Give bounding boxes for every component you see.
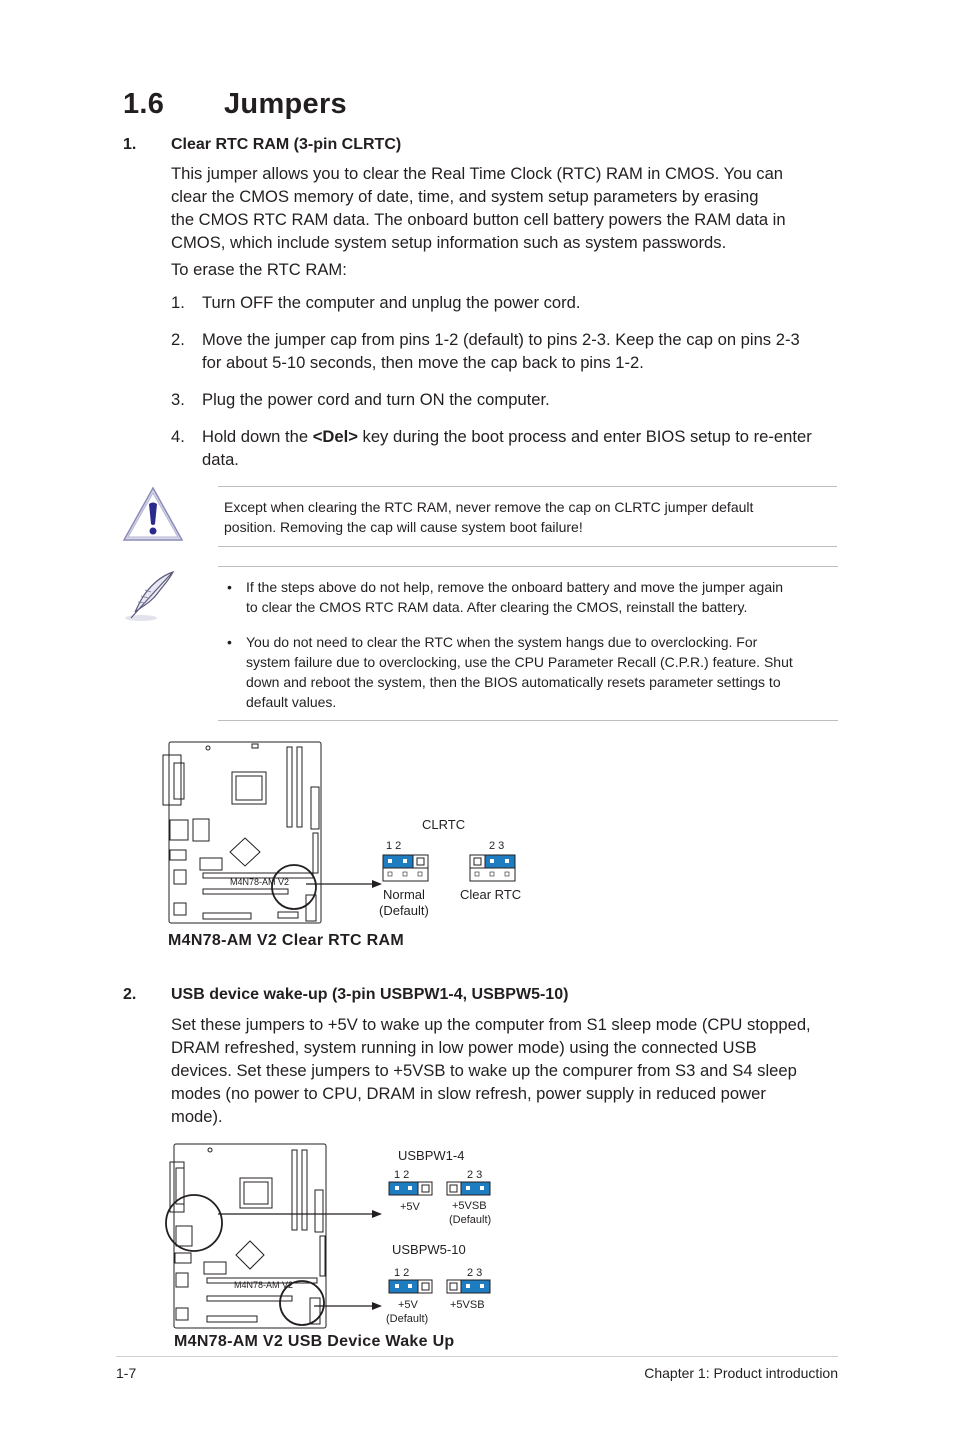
- jumper-usbpw5-10-5vsb: [447, 1280, 490, 1293]
- note-line: If the steps above do not help, remove the onboard battery and move the jumper again: [246, 579, 784, 595]
- step-text: [202, 425, 812, 448]
- jumper-normal: [383, 855, 428, 881]
- pin-numbers-5v: 1 2: [394, 1267, 410, 1279]
- step-text-pre: Hold down the: [202, 427, 313, 446]
- warning-line: position. Removing the cap will cause system boot failure!: [224, 519, 583, 535]
- step-number: 4.: [171, 427, 185, 446]
- note-quill-icon: [121, 568, 181, 624]
- label-default: (Default): [379, 903, 429, 918]
- paragraph-line: This jumper allows you to clear the Real Time Clock (RTC) RAM in CMOS. You can: [171, 164, 784, 183]
- step-number: 3.: [171, 390, 185, 409]
- pin-numbers-5vsb: 2 3: [467, 1267, 483, 1279]
- del-key: <Del>: [312, 427, 358, 446]
- note-rule-bottom: [218, 720, 838, 721]
- step-text: for about 5-10 seconds, then move the cap back to pins 1-2.: [202, 353, 644, 372]
- warning-line: Except when clearing the RTC RAM, never remove the cap on CLRTC jumper default: [224, 499, 754, 515]
- paragraph-line: devices. Set these jumpers to +5VSB to wake up the compurer from S3 and S4 sleep: [171, 1061, 797, 1080]
- jumper-title-usbpw5-10: USBPW5-10: [392, 1242, 466, 1257]
- jumper-clear-rtc: [470, 855, 515, 881]
- pin-numbers-normal: 1 2: [386, 840, 402, 852]
- note-line: default values.: [246, 694, 337, 710]
- label-5vsb: +5VSB: [450, 1299, 485, 1311]
- item2-heading: USB device wake-up (3-pin USBPW1-4, USBPW5-10): [171, 986, 569, 1003]
- note-line: You do not need to clear the RTC when the system hangs due to overclocking. For: [246, 634, 758, 650]
- pin-numbers-5v: 1 2: [394, 1169, 410, 1181]
- jumper-usbpw1-4-5v: [389, 1182, 432, 1195]
- figure1-caption: M4N78-AM V2 Clear RTC RAM: [168, 932, 404, 949]
- note-item-1: [246, 577, 783, 617]
- step-text-post: key during the boot process and enter BIOS setup to re-enter: [357, 427, 812, 446]
- paragraph-line: DRAM refreshed, system running in low power mode) using the connected USB: [171, 1038, 757, 1057]
- paragraph-line: modes (no power to CPU, DRAM in slow refresh, power supply in reduced power: [171, 1084, 766, 1103]
- warning-icon: [121, 484, 185, 544]
- step-number: 2.: [171, 330, 185, 349]
- section-number: 1.6: [123, 88, 165, 120]
- warning-rule-top: [218, 486, 837, 487]
- item2-number: 2.: [123, 986, 137, 1003]
- clrtc-figure: [160, 735, 540, 930]
- paragraph-line: the CMOS RTC RAM data. The onboard button cell battery powers the RAM data in: [171, 210, 786, 229]
- jumper-title: CLRTC: [422, 817, 466, 832]
- paragraph-line: clear the CMOS memory of date, time, and system setup parameters by erasing: [171, 187, 759, 206]
- paragraph-line: mode).: [171, 1107, 223, 1126]
- note-item-2: [246, 632, 793, 712]
- label-5v: +5V: [400, 1201, 420, 1213]
- chapter-title: Chapter 1: Product introduction: [644, 1365, 838, 1381]
- note-bullet: •: [227, 579, 232, 595]
- step-number: 1.: [171, 293, 185, 312]
- note-line: system failure due to overclocking, use the CPU Parameter Recall (C.P.R.) feature. Shut: [246, 654, 793, 670]
- label-clear-rtc: Clear RTC: [460, 887, 522, 902]
- page-title: Jumpers: [224, 88, 347, 120]
- label-default: (Default): [449, 1214, 492, 1226]
- item1-number: 1.: [123, 136, 137, 153]
- page-number: 1-7: [116, 1365, 137, 1381]
- paragraph-line: CMOS, which include system setup information such as system passwords.: [171, 233, 727, 252]
- warning-rule-bottom: [218, 546, 837, 547]
- note-line: to clear the CMOS RTC RAM data. After clearing the CMOS, reinstall the battery.: [246, 599, 748, 615]
- item1-paragraph: [171, 162, 851, 254]
- board-model-label: M4N78-AM V2: [234, 1280, 294, 1290]
- jumper-title-usbpw1-4: USBPW1-4: [398, 1148, 465, 1163]
- motherboard-diagram: [166, 1144, 326, 1328]
- note-line: down and reboot the system, then the BIOS automatically resets parameter settings to: [246, 674, 781, 690]
- footer-rule: [116, 1356, 838, 1357]
- usb-wake-figure: [160, 1138, 520, 1334]
- pin-numbers-5vsb: 2 3: [467, 1169, 483, 1181]
- note-bullet: •: [227, 634, 232, 650]
- label-5vsb: +5VSB: [452, 1200, 487, 1212]
- label-normal: Normal: [383, 887, 425, 902]
- label-default: (Default): [386, 1313, 429, 1325]
- board-model-label: M4N78-AM V2: [230, 877, 290, 887]
- erase-intro: To erase the RTC RAM:: [171, 260, 347, 279]
- item1-heading: Clear RTC RAM (3-pin CLRTC): [171, 136, 402, 153]
- step-text: data.: [202, 450, 239, 469]
- pin-numbers-clear: 2 3: [489, 840, 505, 852]
- note-rule-top: [218, 566, 838, 567]
- step-text: Plug the power cord and turn ON the computer.: [202, 390, 550, 409]
- warning-text: [224, 497, 753, 537]
- jumper-usbpw1-4-5vsb: [447, 1182, 490, 1195]
- jumper-usbpw5-10-5v: [389, 1280, 432, 1293]
- label-5v: +5V: [398, 1299, 418, 1311]
- item2-paragraph: [171, 1013, 861, 1128]
- motherboard-diagram: [163, 742, 321, 923]
- step-text: Turn OFF the computer and unplug the power cord.: [202, 293, 581, 312]
- step-text: Move the jumper cap from pins 1-2 (default) to pins 2-3. Keep the cap on pins 2-3: [202, 330, 800, 349]
- figure2-caption: M4N78-AM V2 USB Device Wake Up: [174, 1333, 455, 1350]
- paragraph-line: Set these jumpers to +5V to wake up the computer from S1 sleep mode (CPU stopped,: [171, 1015, 811, 1034]
